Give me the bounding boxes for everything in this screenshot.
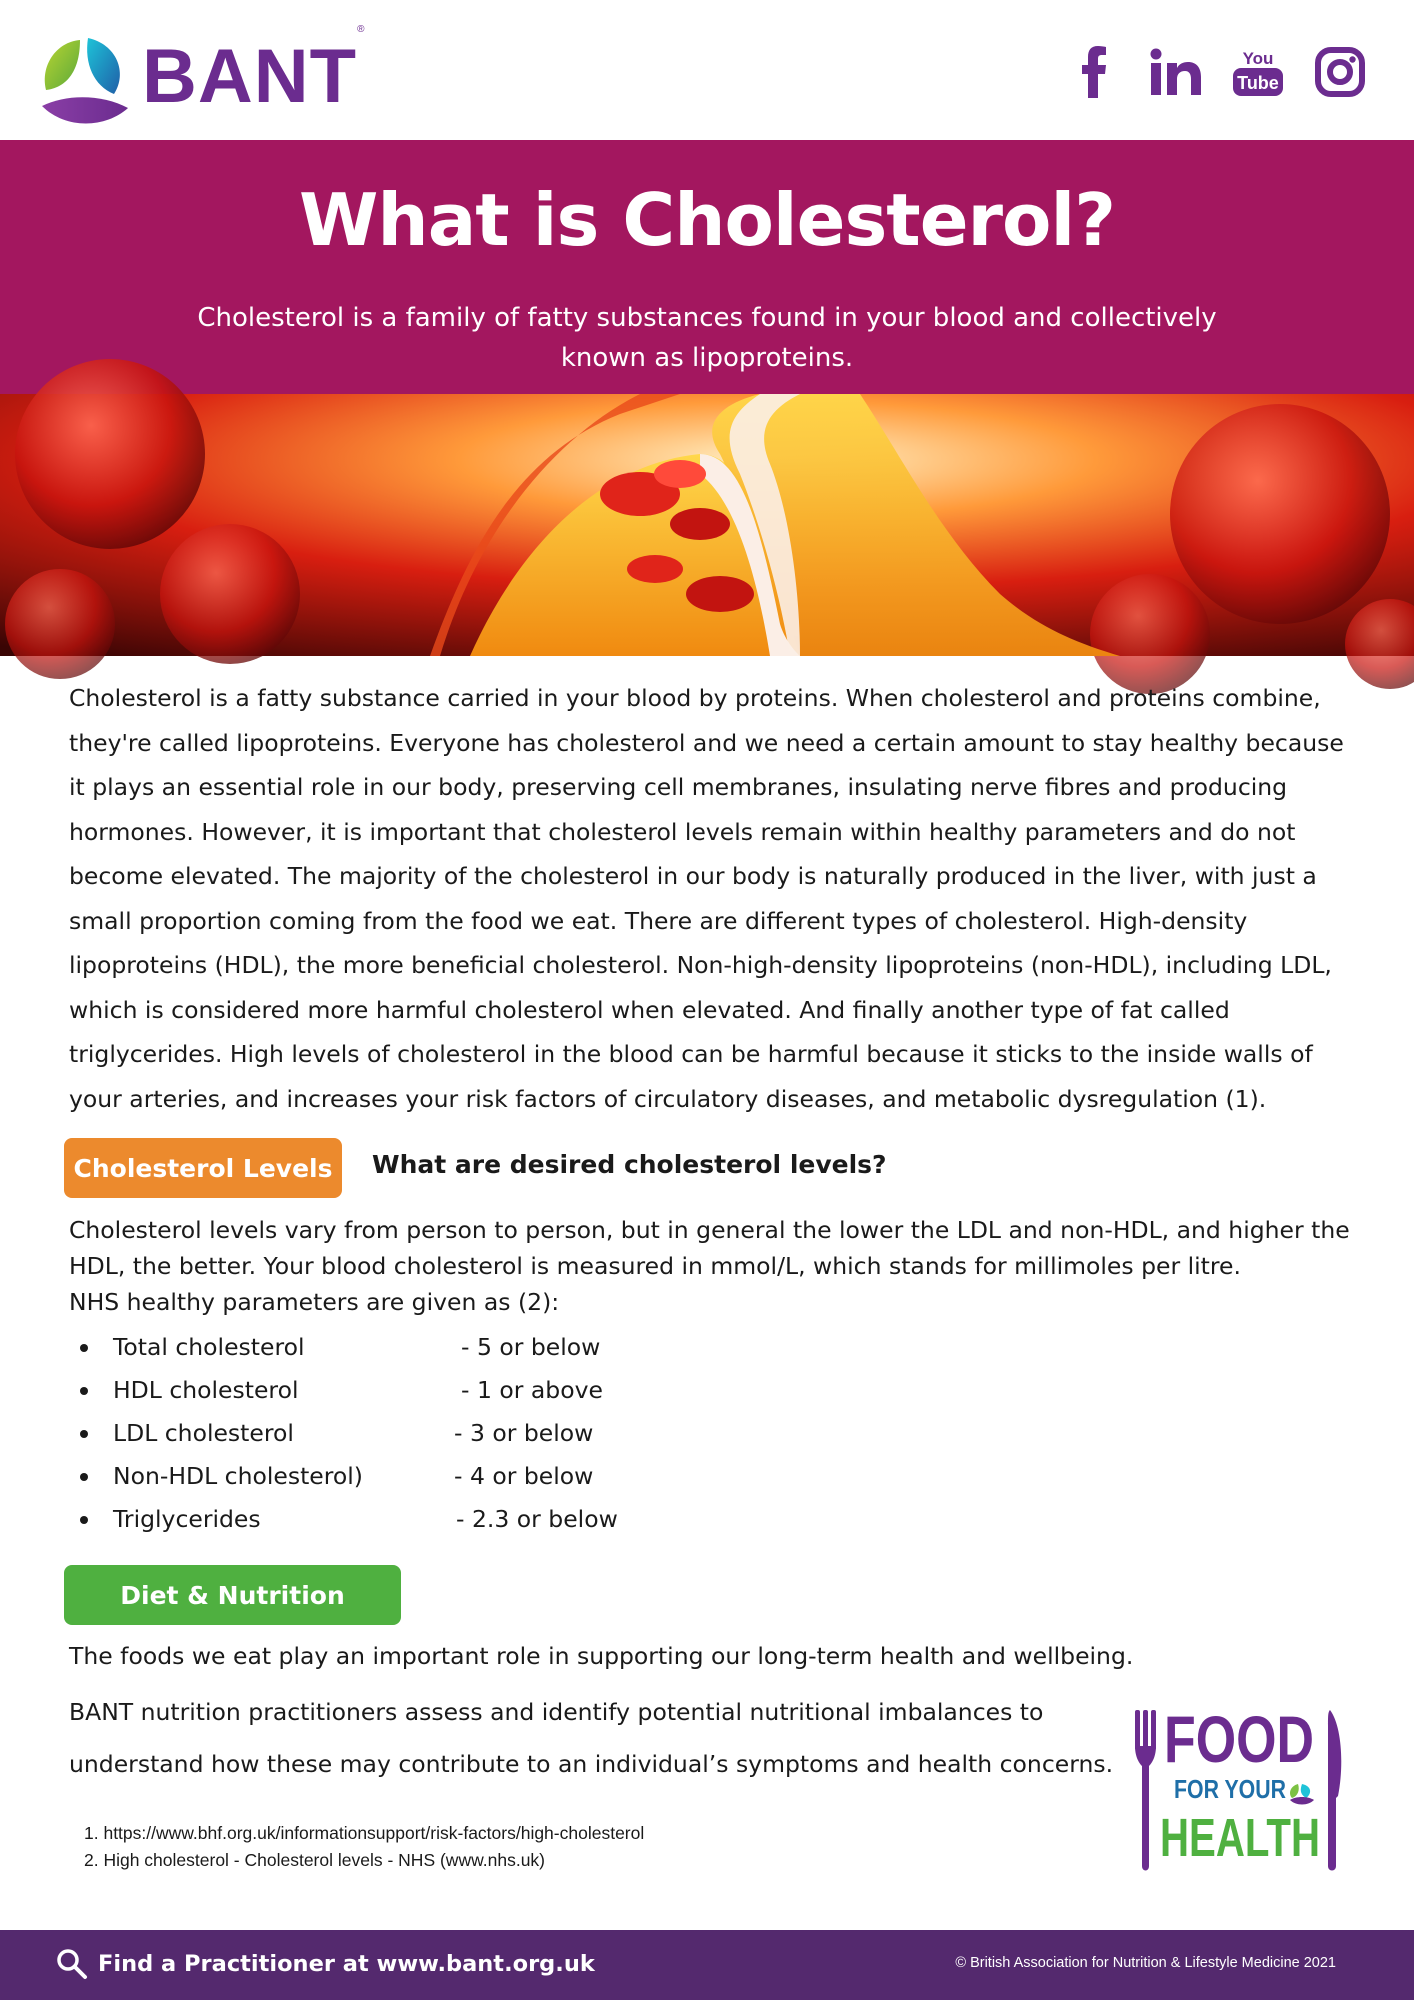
knife-icon	[1328, 1710, 1341, 1871]
references-list	[84, 1820, 644, 1874]
header	[0, 0, 1414, 140]
levels-question: What are desired cholesterol levels?	[372, 1150, 887, 1179]
ffyh-line1: FOOD	[1164, 1702, 1314, 1776]
youtube-glyph-bottom: Tube	[1237, 73, 1279, 93]
reference-item[interactable]: 1. https://www.bhf.org.uk/informationsupport/risk-factors/high-cholesterol	[84, 1823, 645, 1843]
facebook-icon[interactable]	[1066, 44, 1122, 100]
diet-paragraph-2: BANT nutrition practitioners assess and identify potential nutritional imbalances to understand how these may contribute to an individual’s symptoms and health concerns.	[69, 1698, 1114, 1778]
find-practitioner-text: Find a Practitioner at www.bant.org.uk	[98, 1951, 595, 1977]
diet-nutrition-badge: Diet & Nutrition	[64, 1565, 401, 1625]
bullet-icon	[80, 1516, 88, 1524]
youtube-icon[interactable]	[1230, 44, 1286, 100]
footer	[0, 1930, 1414, 2000]
linkedin-icon[interactable]	[1148, 44, 1204, 100]
food-for-your-health-logo	[1130, 1702, 1350, 1876]
bullet-icon	[80, 1387, 88, 1395]
bant-logo[interactable]	[36, 23, 366, 138]
ffyh-leaf-icon	[1290, 1784, 1314, 1805]
ffyh-line3: HEALTH	[1160, 1808, 1320, 1868]
bullet-icon	[80, 1344, 88, 1352]
levels-intro	[69, 1212, 1359, 1320]
social-links	[1066, 44, 1368, 100]
page-title: What is Cholesterol?	[299, 178, 1115, 262]
youtube-glyph-top: You	[1242, 49, 1274, 68]
title-band	[0, 140, 1414, 394]
search-icon	[56, 1948, 88, 1980]
instagram-icon[interactable]	[1312, 44, 1368, 100]
logo-wordmark: BANT®	[142, 23, 366, 119]
artery-hero-image	[0, 394, 1414, 656]
bant-leaf-icon	[36, 28, 132, 138]
page-subtitle: Cholesterol is a family of fatty substances found in your blood and collectively known as lipoproteins.	[197, 303, 1217, 373]
bullet-icon	[80, 1430, 88, 1438]
find-practitioner-link[interactable]	[56, 1948, 595, 1980]
levels-intro-text: Cholesterol levels vary from person to person, but in general the lower the LDL and non-HDL, and higher the HDL, the better. Your blood cholesterol is measured in mmol/L, which stands for millimoles per litre.	[69, 1216, 1350, 1280]
copyright: © British Association for Nutrition & Lifestyle Medicine 2021	[955, 1955, 1336, 1971]
bullet-icon	[80, 1473, 88, 1481]
fork-icon	[1135, 1710, 1156, 1871]
diet-paragraph-1: The foods we eat play an important role in supporting our long-term health and wellbeing.	[69, 1642, 1134, 1670]
cholesterol-levels-badge: Cholesterol Levels	[64, 1138, 342, 1198]
intro-paragraph: Cholesterol is a fatty substance carried in your blood by proteins. When cholesterol and proteins combine, they're called lipoproteins. Everyone has cholesterol and we need a certain amount to stay healthy because it plays an essential role in our body, preserving cell membranes, insulating nerve fibres and producing hormones. However, it is important that cholesterol levels remain within healthy parameters and do not become elevated. The majority of the cholesterol in our body is naturally produced in the liver, with just a small proportion coming from the food we eat. There are different types of cholesterol. High-density lipoproteins (HDL), the more beneficial cholesterol. Non-high-density lipoproteins (non-HDL), including LDL, which is considered more harmful cholesterol when elevated. And finally another type of fat called triglycerides. High levels of cholesterol in the blood can be harmful because it sticks to the inside walls of your arteries, and increases your risk factors of circulatory diseases, and metabolic dysregulation (1).	[69, 684, 1344, 1113]
reference-item[interactable]: 2. High cholesterol - Cholesterol levels - NHS (www.nhs.uk)	[84, 1850, 545, 1870]
nhs-parameters-label: NHS healthy parameters are given as (2):	[69, 1288, 560, 1316]
ffyh-line2: FOR YOUR	[1174, 1774, 1287, 1804]
